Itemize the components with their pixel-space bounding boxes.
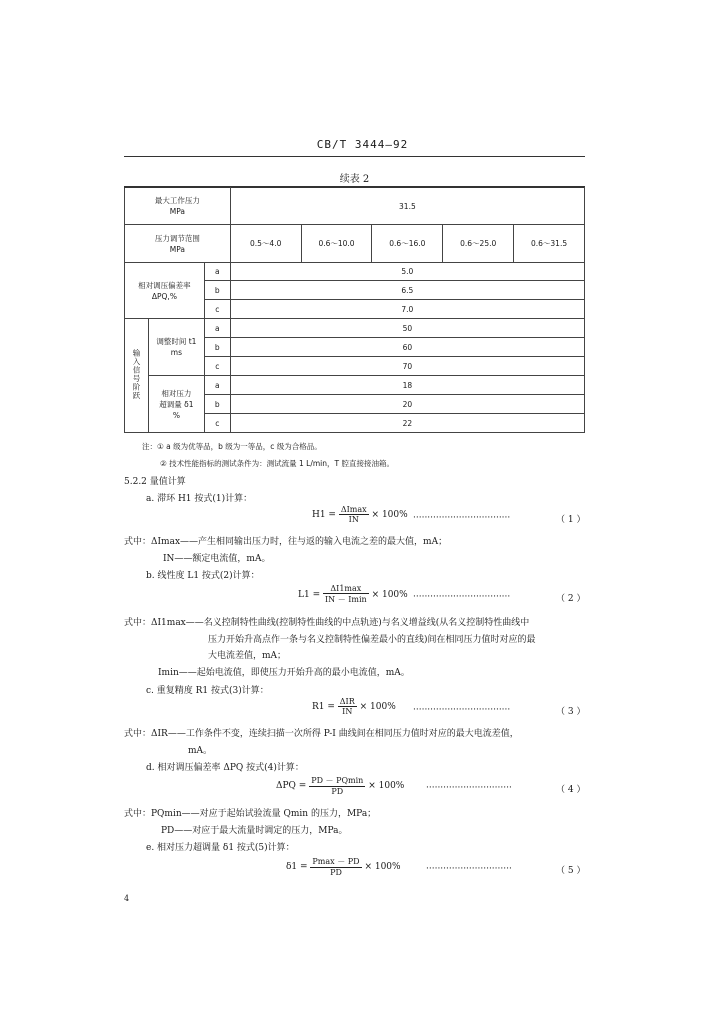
max-pressure-label-cell: [125, 188, 231, 225]
item-d-where-2: PD——对应于最大流量时调定的压力，MPa。: [161, 826, 348, 836]
eq2-fraction: [323, 584, 369, 605]
value-cell: 50: [230, 319, 584, 338]
eq2-left: L1 =: [298, 590, 321, 600]
overshoot-label: 相对压力: [161, 388, 192, 398]
adjust-time-unit: ms: [170, 348, 182, 357]
eq4-right: × 100%: [368, 781, 405, 791]
max-pressure-unit: MPa: [169, 207, 186, 216]
eq1-right: × 100%: [371, 510, 408, 520]
max-pressure-value: 31.5: [230, 188, 584, 225]
table-row: [125, 319, 585, 338]
grade-cell: a: [204, 319, 230, 338]
value-cell: 60: [230, 338, 584, 357]
equation-5: [286, 856, 401, 877]
eq5-left: δ1 =: [286, 862, 308, 872]
grade-cell: b: [204, 281, 230, 300]
step-label: 输入信号阶跃: [131, 348, 141, 400]
eq2-denominator: IN － Imin: [324, 595, 367, 604]
grade-cell: a: [204, 263, 230, 281]
item-a-where-1: 式中：ΔImax——产生相同输出压力时，往与返的输入电流之差的最大值，mA；: [124, 537, 448, 547]
eq2-numerator: ΔI1max: [323, 584, 369, 594]
value-cell: 70: [230, 357, 584, 376]
range-cell: 0.6～16.0: [372, 225, 443, 263]
item-b-where-3: 大电流差值，mA；: [208, 651, 287, 661]
table-row: [125, 188, 585, 225]
eq2-leader: ··································: [413, 592, 511, 602]
value-cell: 6.5: [230, 281, 584, 300]
step-label-cell: [125, 319, 149, 433]
eq4-left: ΔPQ =: [276, 781, 307, 791]
eq1-leader: ··································: [413, 513, 511, 523]
grade-cell: c: [204, 300, 230, 319]
grade-cell: c: [204, 357, 230, 376]
range-label: 压力调节范围: [154, 233, 200, 243]
overshoot-label-cell: [148, 376, 204, 433]
item-d-where-1: 式中：PQmin——对应于起始试验流量 Qmin 的压力，MPa；: [124, 809, 377, 819]
value-cell: 22: [230, 414, 584, 433]
item-c-where-2: mA。: [188, 746, 213, 756]
range-cell: 0.6～31.5: [514, 225, 585, 263]
item-e-intro: e. 相对压力超调量 δ1 按式(5)计算：: [146, 843, 295, 853]
item-c-where-1: 式中：ΔIR——工作条件不变，连续扫描一次所得 P-I 曲线间在相同压力值时对应的最大电流差值，: [124, 729, 519, 739]
adjust-time-label-cell: [148, 319, 204, 376]
equation-2: [298, 584, 408, 605]
eq1-numerator: ΔImax: [340, 505, 367, 514]
deviation-unit: ΔPQ,%: [151, 291, 177, 301]
eq4-denominator: PD: [331, 787, 344, 796]
eq3-numerator: ΔIR: [339, 697, 355, 706]
eq1-left: H1 =: [312, 510, 336, 520]
eq3-left: R1 =: [312, 702, 335, 712]
eq3-denominator: IN: [342, 707, 353, 716]
grade-cell: c: [204, 414, 230, 433]
eq3-leader: ··································: [413, 705, 511, 715]
eq5-fraction: [310, 856, 361, 877]
header-rule: [124, 156, 585, 157]
item-b-where-4: Imin——起始电流值，即使压力开始升高的最小电流值，mA。: [158, 668, 410, 678]
range-cell: 0.6～10.0: [301, 225, 372, 263]
overshoot-unit: %: [172, 410, 180, 420]
table-title: 续表 2: [339, 174, 370, 185]
equation-4: [276, 775, 404, 796]
item-a-intro: a. 滞环 H1 按式(1)计算：: [146, 494, 253, 504]
item-b-where-1: 式中：ΔI1max——名义控制特性曲线(控制特性曲线的中点轨迹)与名义增益线(从名义控制特性曲线中: [124, 618, 530, 628]
value-cell: 7.0: [230, 300, 584, 319]
range-cell: 0.5～4.0: [230, 225, 301, 263]
spec-table: [124, 187, 585, 433]
page-number: 4: [124, 894, 130, 903]
item-b-intro: b. 线性度 L1 按式(2)计算：: [146, 571, 260, 581]
eq1-fraction: [339, 505, 369, 524]
grade-cell: b: [204, 338, 230, 357]
adjust-time-label: 调整时间 t1: [156, 337, 197, 346]
value-cell: 5.0: [230, 263, 584, 281]
eq3-fraction: [338, 697, 357, 716]
eq1-number: （ 1 ）: [556, 515, 586, 525]
value-cell: 18: [230, 376, 584, 395]
equation-3: [312, 697, 396, 716]
eq4-numerator: PD － PQmin: [311, 776, 364, 785]
eq5-right: × 100%: [364, 862, 401, 872]
document-code: CB/T 3444—92: [316, 138, 409, 151]
table-row: [125, 263, 585, 281]
equation-1: [312, 505, 408, 524]
section-title: 5.2.2 量值计算: [124, 477, 186, 487]
table-row: [125, 225, 585, 263]
grade-cell: b: [204, 395, 230, 414]
table-note-2: ② 技术性能指标的测试条件为：测试流量 1 L/min，T 腔直接接油箱。: [160, 459, 394, 468]
eq5-numerator: Pmax － PD: [312, 857, 360, 866]
eq2-number: （ 2 ）: [556, 594, 586, 604]
eq1-denominator: IN: [348, 515, 359, 524]
item-a-where-2: IN——额定电流值，mA。: [163, 554, 271, 564]
item-b-where-2: 压力开始升高点作一条与名义控制特性偏差最小的直线)间在相同压力值时对应的最: [208, 635, 536, 645]
grade-cell: a: [204, 376, 230, 395]
eq3-number: （ 3 ）: [556, 707, 586, 717]
overshoot-label: 超调量 δ1: [159, 399, 194, 409]
eq2-right: × 100%: [371, 590, 408, 600]
eq4-leader: ······························: [426, 783, 512, 793]
max-pressure-label: 最大工作压力: [154, 196, 200, 205]
range-label-cell: [125, 225, 231, 263]
eq5-number: （ 5 ）: [556, 866, 586, 876]
eq5-denominator: PD: [330, 868, 342, 877]
eq4-fraction: [309, 775, 365, 796]
range-cell: 0.6～25.0: [443, 225, 514, 263]
eq3-right: × 100%: [359, 702, 396, 712]
deviation-label-cell: [125, 263, 205, 319]
range-unit: MPa: [169, 244, 186, 254]
table-row: [125, 376, 585, 395]
table-note-1: 注：① a 级为优等品，b 级为一等品，c 级为合格品。: [142, 442, 322, 451]
item-d-intro: d. 相对调压偏差率 ΔPQ 按式(4)计算：: [146, 763, 304, 773]
deviation-label: 相对调压偏差率: [138, 280, 191, 290]
eq4-number: （ 4 ）: [556, 785, 586, 795]
item-c-intro: c. 重复精度 R1 按式(3)计算：: [146, 686, 269, 696]
value-cell: 20: [230, 395, 584, 414]
eq5-leader: ······························: [426, 864, 512, 874]
